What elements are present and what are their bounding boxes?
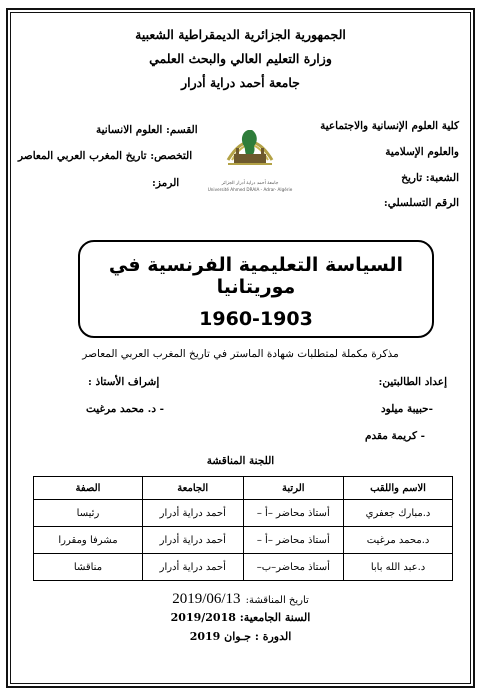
academic-year-line (0, 611, 481, 624)
member-university: أحمد دراية أدرار (142, 500, 243, 527)
university-logo (218, 120, 282, 182)
table-header-row (34, 477, 453, 500)
committee-table (33, 476, 453, 581)
branch-label: الشعبة: تاريخ (401, 172, 459, 184)
prepared-by-label: إعداد الطالبتين: (378, 376, 447, 388)
ministry-heading: وزارة التعليم العالي والبحث العلمي (149, 51, 332, 66)
member-name: د.محمد مرغيت (344, 527, 453, 554)
student-name-2: - كريمة مقدم (364, 430, 425, 442)
supervisor-label: إشراف الأستاذ : (88, 376, 160, 388)
member-role: مناقشا (34, 554, 143, 581)
faculty-line1: كلية العلوم الإنسانية والاجتماعية (320, 120, 459, 132)
member-name: د.عبد الله بابا (344, 554, 453, 581)
header-name: الاسم واللقب (344, 477, 453, 500)
logo-caption-latin: Université Ahmed DRAIA - Adrar- Algérie (207, 187, 293, 192)
thesis-title-box (78, 240, 434, 338)
university-emblem-icon (218, 120, 282, 182)
committee-title: اللجنة المناقشة (206, 455, 275, 467)
code-label: الرمز: (152, 177, 180, 189)
member-rank: أستاذ محاضر–ب– (243, 554, 344, 581)
session-line: الدورة : جـوان 2019 (189, 630, 292, 643)
table-row (34, 500, 453, 527)
thesis-years: 1960-1903 (199, 308, 313, 330)
specialty-label: التخصص: تاريخ المغرب العربي المعاصر (18, 150, 193, 162)
member-university: أحمد دراية أدرار (142, 554, 243, 581)
faculty-line2: والعلوم الإسلامية (385, 146, 459, 158)
header-university: الجامعة (142, 477, 243, 500)
student-name-1: -حبيبة ميلود (380, 403, 433, 415)
serial-number-label: الرقم التسلسلي: (383, 197, 459, 209)
member-role: مشرفا ومقررا (34, 527, 143, 554)
memo-description: مذكرة مكملة لمتطلبات شهادة الماستر في تاريخ المغرب العربي المعاصر (82, 348, 399, 360)
member-rank: أستاذ محاضر –أ – (243, 500, 344, 527)
university-heading: جامعة أحمد دراية أدرار (181, 75, 300, 90)
thesis-title: السياسة التعليمية الفرنسية في موريتانيا (108, 254, 404, 298)
table-row (34, 527, 453, 554)
table-row (34, 554, 453, 581)
academic-year-label: السنة الجامعية: (239, 611, 311, 624)
header-role: الصفة (34, 477, 143, 500)
logo-caption: جامعة أحمد دراية أدرار الجزائر (221, 181, 279, 186)
member-university: أحمد دراية أدرار (142, 527, 243, 554)
header-rank: الرتبة (243, 477, 344, 500)
member-name: د.مبارك جعفري (344, 500, 453, 527)
academic-year-value: 2019/2018 (170, 611, 236, 624)
defense-date-value: 2019/06/13 (172, 591, 241, 607)
defense-date-label: تاريخ المناقشة: (245, 595, 309, 606)
department-label: القسم: العلوم الانسانية (96, 124, 198, 136)
defense-date-line (0, 588, 481, 608)
republic-heading: الجمهورية الجزائرية الديمقراطية الشعبية (135, 27, 346, 42)
member-rank: أستاذ محاضر –أ – (243, 527, 344, 554)
supervisor-name: - د. محمد مرغيت (86, 403, 165, 415)
member-role: رئيسا (34, 500, 143, 527)
